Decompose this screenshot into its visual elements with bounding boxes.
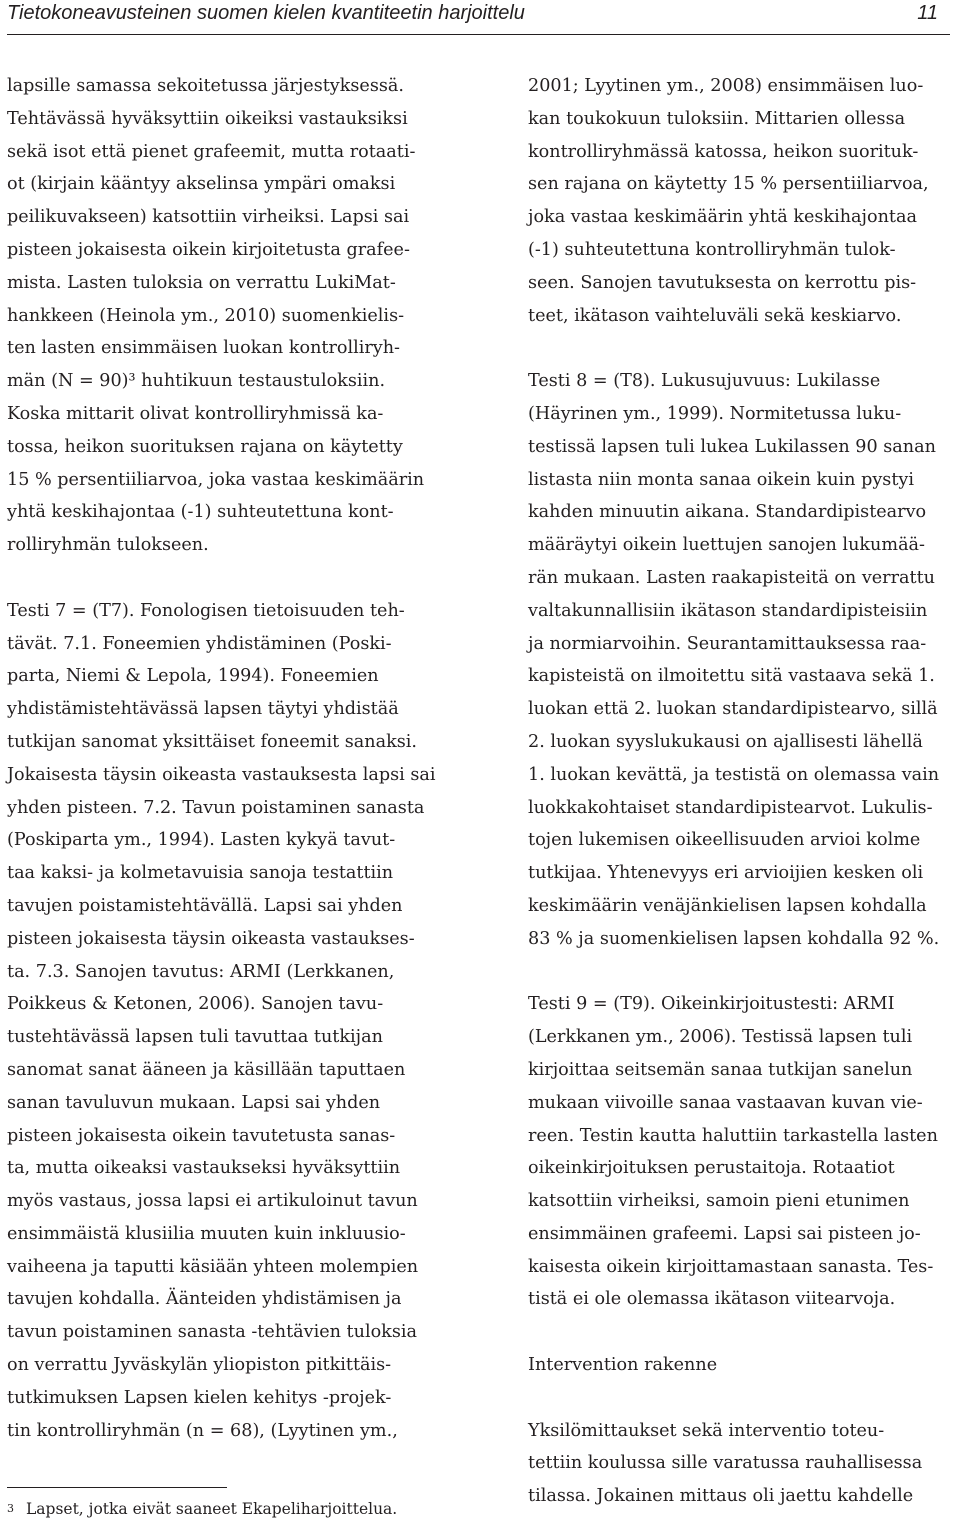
text-line: sanomat sanat ääneen ja käsillään taputtaen [7, 1059, 406, 1080]
text-line: sen rajana on käytetty 15 % persentiiliarvoa, [528, 174, 929, 195]
text-line: (Lerkkanen ym., 2006). Testissä lapsen tuli [528, 1027, 913, 1048]
text-line: rän mukaan. Lasten raakapisteitä on verrattu [528, 567, 935, 588]
text-line: tojen lukemisen oikeellisuuden arvioi kolme [528, 830, 921, 851]
footnote-rule [7, 1487, 227, 1488]
text-line: ten lasten ensimmäisen luokan kontrolliryh- [7, 338, 400, 359]
text-line: mista. Lasten tuloksia on verrattu LukiMat- [7, 272, 396, 293]
text-line: ensimmäistä klusiilia muuten kuin inkluusio- [7, 1223, 406, 1244]
text-line: teet, ikätason vaihteluväli sekä keskiarvo. [528, 305, 902, 326]
text-line: taa kaksi- ja kolmetavuisia sanoja testattiin [7, 863, 394, 884]
text-line: (Häyrinen ym., 1999). Normitetussa luku- [528, 403, 902, 424]
text-line: seen. Sanojen tavutuksesta on kerrottu pis- [528, 272, 917, 293]
text-line: myös vastaus, jossa lapsi ei artikuloinut tavun [7, 1191, 418, 1212]
text-line: sekä isot että pienet grafeemit, mutta rotaati- [7, 141, 416, 162]
running-header [7, 0, 950, 35]
text-line: tettiin koulussa sille varatussa rauhallisessa [528, 1453, 923, 1474]
paragraph-gap [528, 332, 960, 365]
text-line: pisteen jokaisesta oikein tavutetusta sanas- [7, 1125, 396, 1146]
text-line: (-1) suhteutettuna kontrolliryhmän tulok- [528, 239, 896, 260]
text-line: lapsille samassa sekoitetussa järjestyksessä. [7, 76, 404, 96]
text-line: Testi 9 = (T9). Oikeinkirjoitustesti: ARMI [528, 994, 895, 1015]
text-line: reen. Testin kautta haluttiin tarkastella lasten [528, 1125, 938, 1146]
text-line: oikeinkirjoituksen perustaitoja. Rotaatiot [528, 1158, 895, 1179]
text-line: tossa, heikon suorituksen rajana on käytetty [7, 436, 403, 457]
text-line: peilikuvakseen) katsottiin virheiksi. Lapsi sai [7, 207, 410, 228]
text-line: män (N = 90)³ huhtikuun testaustuloksiin. [7, 371, 386, 392]
text-line: Testi 7 = (T7). Fonologisen tietoisuuden teh- [7, 600, 405, 621]
text-line: katsottiin virheiksi, samoin pieni etunimen [528, 1191, 910, 1212]
text-line: keskimäärin venäjänkielisen lapsen kohdalla [528, 895, 927, 916]
text-line: joka vastaa keskimäärin yhtä keskihajontaa [528, 207, 917, 228]
text-line: kapisteistä on ilmoitettu sitä vastaava sekä 1. [528, 666, 935, 687]
text-line: kirjoittaa seitsemän sanaa tutkijan sanelun [528, 1059, 913, 1080]
footnote-text: Lapset, jotka eivät saaneet Ekapeliharjoittelua. [26, 1500, 398, 1518]
text-line: 1. luokan kevättä, ja testistä on olemassa vain [528, 764, 940, 785]
text-line: Poikkeus & Ketonen, 2006). Sanojen tavu- [7, 994, 384, 1015]
text-line: Jokaisesta täysin oikeasta vastauksesta lapsi sai [7, 764, 436, 785]
text-line: hankkeen (Heinola ym., 2010) suomenkielis- [7, 305, 405, 326]
right-column [528, 70, 960, 1513]
text-line: määräytyi oikein luettujen sanojen lukumää- [528, 535, 925, 556]
text-line: sanan tavuluvun mukaan. Lapsi sai yhden [7, 1092, 381, 1113]
text-line: kaisesta oikein kirjoittamastaan sanasta. Tes- [528, 1256, 934, 1277]
text-line: 2. luokan syyslukukausi on ajallisesti lähellä [528, 731, 923, 752]
text-line: (Poskiparta ym., 1994). Lasten kykyä tavut- [7, 830, 396, 851]
text-line: tavun poistaminen sanasta -tehtävien tuloksia [7, 1322, 417, 1343]
paragraph-gap [528, 956, 960, 989]
text-line: tustehtävässä lapsen tuli tavuttaa tutkijan [7, 1027, 383, 1048]
paragraph-gap [7, 562, 439, 595]
paragraph-gap [528, 1316, 960, 1349]
text-line: kontrolliryhmässä katossa, heikon suorituk- [528, 141, 919, 162]
text-line: yhtä keskihajontaa (-1) suhteutettuna kont- [7, 502, 394, 523]
text-line: ja normiarvoihin. Seurantamittauksessa raa- [528, 633, 927, 654]
text-line: ensimmäinen grafeemi. Lapsi sai pisteen jo- [528, 1223, 921, 1244]
running-title: Tietokoneavusteinen suomen kielen kvantiteetin harjoittelu [7, 2, 525, 24]
text-line: tutkimuksen Lapsen kielen kehitys -projek- [7, 1387, 392, 1408]
paragraph-gap [528, 1382, 960, 1415]
text-line: ot (kirjain kääntyy akselinsa ympäri omaksi [7, 174, 396, 195]
text-line: testissä lapsen tuli lukea Lukilassen 90 sanan [528, 436, 936, 457]
text-line: luokkakohtaiset standardipistearvot. Lukulis- [528, 797, 933, 818]
text-line: luokan että 2. luokan standardipistearvo, sillä [528, 699, 938, 720]
page-number: 11 [917, 2, 938, 24]
text-line: 2001; Lyytinen ym., 2008) ensimmäisen luo- [528, 76, 924, 96]
text-line: tistä ei ole olemassa ikätason viitearvoja. [528, 1289, 896, 1310]
text-line: yhden pisteen. 7.2. Tavun poistaminen sanasta [7, 797, 425, 818]
text-line: tutkijaa. Yhtenevyys eri arvioijien kesken oli [528, 863, 924, 884]
footnote [7, 1497, 439, 1521]
text-line: 83 % ja suomenkielisen lapsen kohdalla 92 %. [528, 928, 940, 949]
text-line: tavujen kohdalla. Äänteiden yhdistämisen ja [7, 1289, 402, 1310]
text-line: tävät. 7.1. Foneemien yhdistäminen (Poski- [7, 633, 392, 654]
text-line: kan toukokuun tuloksiin. Mittarien ollessa [528, 108, 906, 129]
text-line: pisteen jokaisesta oikein kirjoitetusta grafee- [7, 239, 410, 260]
text-line: ta. 7.3. Sanojen tavutus: ARMI (Lerkkanen, [7, 961, 395, 982]
text-line: tavujen poistamistehtävällä. Lapsi sai yhden [7, 895, 403, 916]
text-line: parta, Niemi & Lepola, 1994). Foneemien [7, 666, 379, 687]
text-line: on verrattu Jyväskylän yliopiston pitkittäis- [7, 1355, 392, 1376]
text-line: kahden minuutin aikana. Standardipistearvo [528, 502, 927, 523]
text-line: yhdistämistehtävässä lapsen täytyi yhdistää [7, 699, 399, 720]
text-line: Intervention rakenne [528, 1355, 718, 1376]
footnote-mark: 3 [7, 1502, 14, 1515]
text-line: tin kontrolliryhmän (n = 68), (Lyytinen ym., [7, 1420, 398, 1441]
text-line: pisteen jokaisesta täysin oikeasta vastaukses- [7, 928, 415, 949]
text-line: ta, mutta oikeaksi vastaukseksi hyväksyttiin [7, 1158, 401, 1179]
text-line: Yksilömittaukset sekä interventio toteu- [528, 1420, 885, 1441]
left-column [7, 70, 439, 1447]
text-line: Koska mittarit olivat kontrolliryhmissä ka- [7, 403, 384, 424]
text-line: valtakunnallisiin ikätason standardipisteisiin [528, 600, 928, 621]
text-line: tutkijan sanomat yksittäiset foneemit sanaksi. [7, 731, 417, 752]
text-line: listasta niin monta sanaa oikein kuin pystyi [528, 469, 914, 490]
text-line: Testi 8 = (T8). Lukusujuvuus: Lukilasse [528, 371, 881, 392]
text-line: 15 % persentiiliarvoa, joka vastaa keskimäärin [7, 469, 425, 490]
text-line: mukaan viivoille sanaa vastaavan kuvan vie- [528, 1092, 923, 1113]
text-line: rolliryhmän tulokseen. [7, 535, 209, 556]
text-line: Tehtävässä hyväksyttiin oikeiksi vastauksiksi [7, 108, 408, 129]
text-line: tilassa. Jokainen mittaus oli jaettu kahdelle [528, 1486, 914, 1507]
text-line: vaiheena ja taputti käsiään yhteen molempien [7, 1256, 419, 1277]
